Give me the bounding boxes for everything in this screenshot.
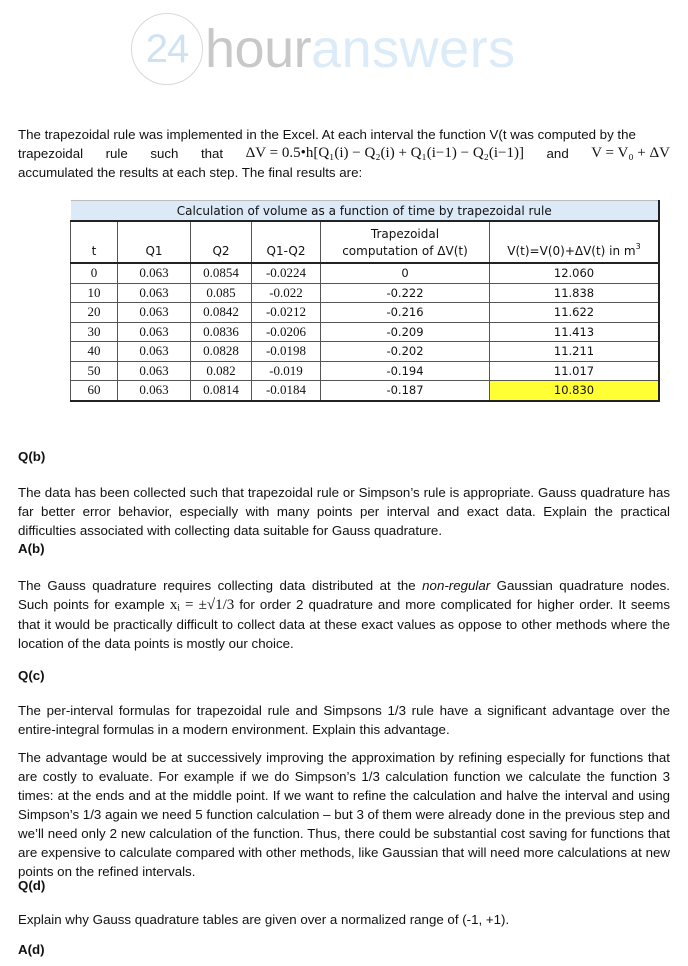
answer-d-heading: A(d) <box>18 942 45 957</box>
cell-q2: 0.082 <box>191 361 252 381</box>
cell-volume-final-highlighted: 10.830 <box>490 381 660 401</box>
cell-delta-v: -0.216 <box>321 303 490 323</box>
cell-delta-v: -0.209 <box>321 322 490 342</box>
header-q1: Q1 <box>118 221 191 263</box>
header-t: t <box>71 221 118 263</box>
intro-line-3: accumulated the results at each step. The final results are: <box>18 165 363 180</box>
logo-word-answers: answers <box>311 19 516 79</box>
site-logo <box>131 14 516 84</box>
cell-q1: 0.063 <box>118 303 191 323</box>
question-d-text: Explain why Gauss quadrature tables are given over a normalized range of (-1, +1). <box>18 912 510 927</box>
table-row <box>71 263 660 283</box>
header-trapezoidal <box>321 221 490 263</box>
cell-q2: 0.0828 <box>191 342 252 362</box>
cell-q1: 0.063 <box>118 263 191 283</box>
intro-and: and <box>546 146 569 161</box>
cell-volume: 11.413 <box>490 322 660 342</box>
cell-delta-v: 0 <box>321 263 490 283</box>
cell-delta-v: -0.194 <box>321 361 490 381</box>
answer-b-text-part: Gaussian quadrature nodes. Such points for example <box>18 578 670 612</box>
cell-t: 50 <box>71 361 118 381</box>
cell-q1: 0.063 <box>118 342 191 362</box>
header-trapezoidal-line1: Trapezoidal <box>370 227 440 241</box>
header-q1-q2: Q1-Q2 <box>252 221 321 263</box>
logo-number: 24 <box>145 26 189 71</box>
answer-b-heading: A(b) <box>18 541 45 556</box>
cell-t: 0 <box>71 263 118 283</box>
header-volume-exponent: 3 <box>635 242 641 251</box>
cell-volume: 12.060 <box>490 263 660 283</box>
question-b-heading: Q(b) <box>18 449 46 464</box>
cell-q1: 0.063 <box>118 361 191 381</box>
cell-volume: 11.622 <box>490 303 660 323</box>
cell-q1-q2: -0.022 <box>252 283 321 303</box>
intro-word: rule <box>105 146 128 161</box>
answer-c-text: The advantage would be at successively improving the approximation by refining especially for functions that are costly to evaluate. For example if we do Simpson’s 1/3 calculation function we calculate the function 3 times: at the ends and at the middle point. If we want to refine the calculation and halve the interval and using Simpson’s 1/3 again we need 5 function calculation – but 3 of them were already done in the previous step and we’ll need only 2 new calculation of the function. Thus, there could be substantial cost saving for functions that are expensive to calculate compared with other methods, like Gaussian that will need more calculations at new points on the refined intervals. <box>18 750 670 879</box>
cell-q1-q2: -0.0198 <box>252 342 321 362</box>
volume-calculation-table <box>70 200 660 402</box>
cell-t: 60 <box>71 381 118 401</box>
cell-q2: 0.085 <box>191 283 252 303</box>
header-volume <box>490 221 660 263</box>
cell-q1-q2: -0.0206 <box>252 322 321 342</box>
cell-q1-q2: -0.0184 <box>252 381 321 401</box>
cell-q2: 0.0842 <box>191 303 252 323</box>
header-volume-text: V(t)=V(0)+ΔV(t) in m <box>507 244 636 258</box>
table-row <box>71 322 660 342</box>
answer-b-text <box>18 576 670 653</box>
delta-v-formula: ΔV = 0.5•h[Q₁(i) − Q₂(i) + Q₁(i−1) − Q₂(i−1)] <box>245 145 524 161</box>
cell-t: 10 <box>71 283 118 303</box>
intro-word: that <box>200 146 224 161</box>
gauss-node-formula: xᵢ = ±√1/3 <box>169 597 235 613</box>
logo-word-hour: hour <box>205 19 312 79</box>
question-d-heading: Q(d) <box>18 878 46 893</box>
intro-line-2 <box>18 144 670 163</box>
cell-t: 20 <box>71 303 118 323</box>
cell-volume: 11.211 <box>490 342 660 362</box>
header-trapezoidal-line2: computation of ΔV(t) <box>342 244 468 258</box>
cell-delta-v: -0.222 <box>321 283 490 303</box>
table-row <box>71 361 660 381</box>
table-title-row <box>71 201 660 222</box>
table-row <box>71 283 660 303</box>
cell-q1: 0.063 <box>118 381 191 401</box>
cell-t: 40 <box>71 342 118 362</box>
answer-b-text-part: The Gauss quadrature requires collecting data distributed at the <box>18 578 423 593</box>
answer-b-text-part: for order 2 quadrature and more complicated for higher order. It seems that it would be practically difficult to collect data at these exact values as oppose to other methods where the location of the data points is mostly our choice. <box>18 597 670 651</box>
table-row <box>71 342 660 362</box>
table-title: Calculation of volume as a function of time by trapezoidal rule <box>71 201 660 222</box>
question-c-text: The per-interval formulas for trapezoidal rule and Simpsons 1/3 rule have a significant advantage over the entire-integral formulas in a modern environment. Explain this advantage. <box>18 703 670 737</box>
volume-formula: V = V₀ + ΔV <box>591 145 670 161</box>
table-row <box>71 381 660 401</box>
cell-t: 30 <box>71 322 118 342</box>
cell-delta-v: -0.202 <box>321 342 490 362</box>
intro-paragraph <box>18 125 670 182</box>
intro-word: such <box>150 146 179 161</box>
question-b-text: The data has been collected such that trapezoidal rule or Simpson’s rule is appropriate. Gauss quadrature has far better error behavior, especially with many points per interval and exact data. Explain the practical difficulties associated with collecting data suitable for Gauss quadrature. <box>18 485 670 538</box>
cell-q1-q2: -0.0212 <box>252 303 321 323</box>
table-row <box>71 303 660 323</box>
cell-delta-v: -0.187 <box>321 381 490 401</box>
cell-q1-q2: -0.0224 <box>252 263 321 283</box>
intro-word: trapezoidal <box>18 146 84 161</box>
intro-line-1: The trapezoidal rule was implemented in the Excel. At each interval the function V(t was computed by the <box>18 127 636 142</box>
cell-volume: 11.017 <box>490 361 660 381</box>
header-q2: Q2 <box>191 221 252 263</box>
cell-volume: 11.838 <box>490 283 660 303</box>
cell-q1: 0.063 <box>118 283 191 303</box>
question-c-heading: Q(c) <box>18 668 45 683</box>
cell-q2: 0.0836 <box>191 322 252 342</box>
cell-q2: 0.0854 <box>191 263 252 283</box>
cell-q1-q2: -0.019 <box>252 361 321 381</box>
logo-badge <box>131 13 203 85</box>
answer-b-emphasis: non-regular <box>422 578 491 593</box>
cell-q1: 0.063 <box>118 322 191 342</box>
table-header-row <box>71 221 660 263</box>
cell-q2: 0.0814 <box>191 381 252 401</box>
